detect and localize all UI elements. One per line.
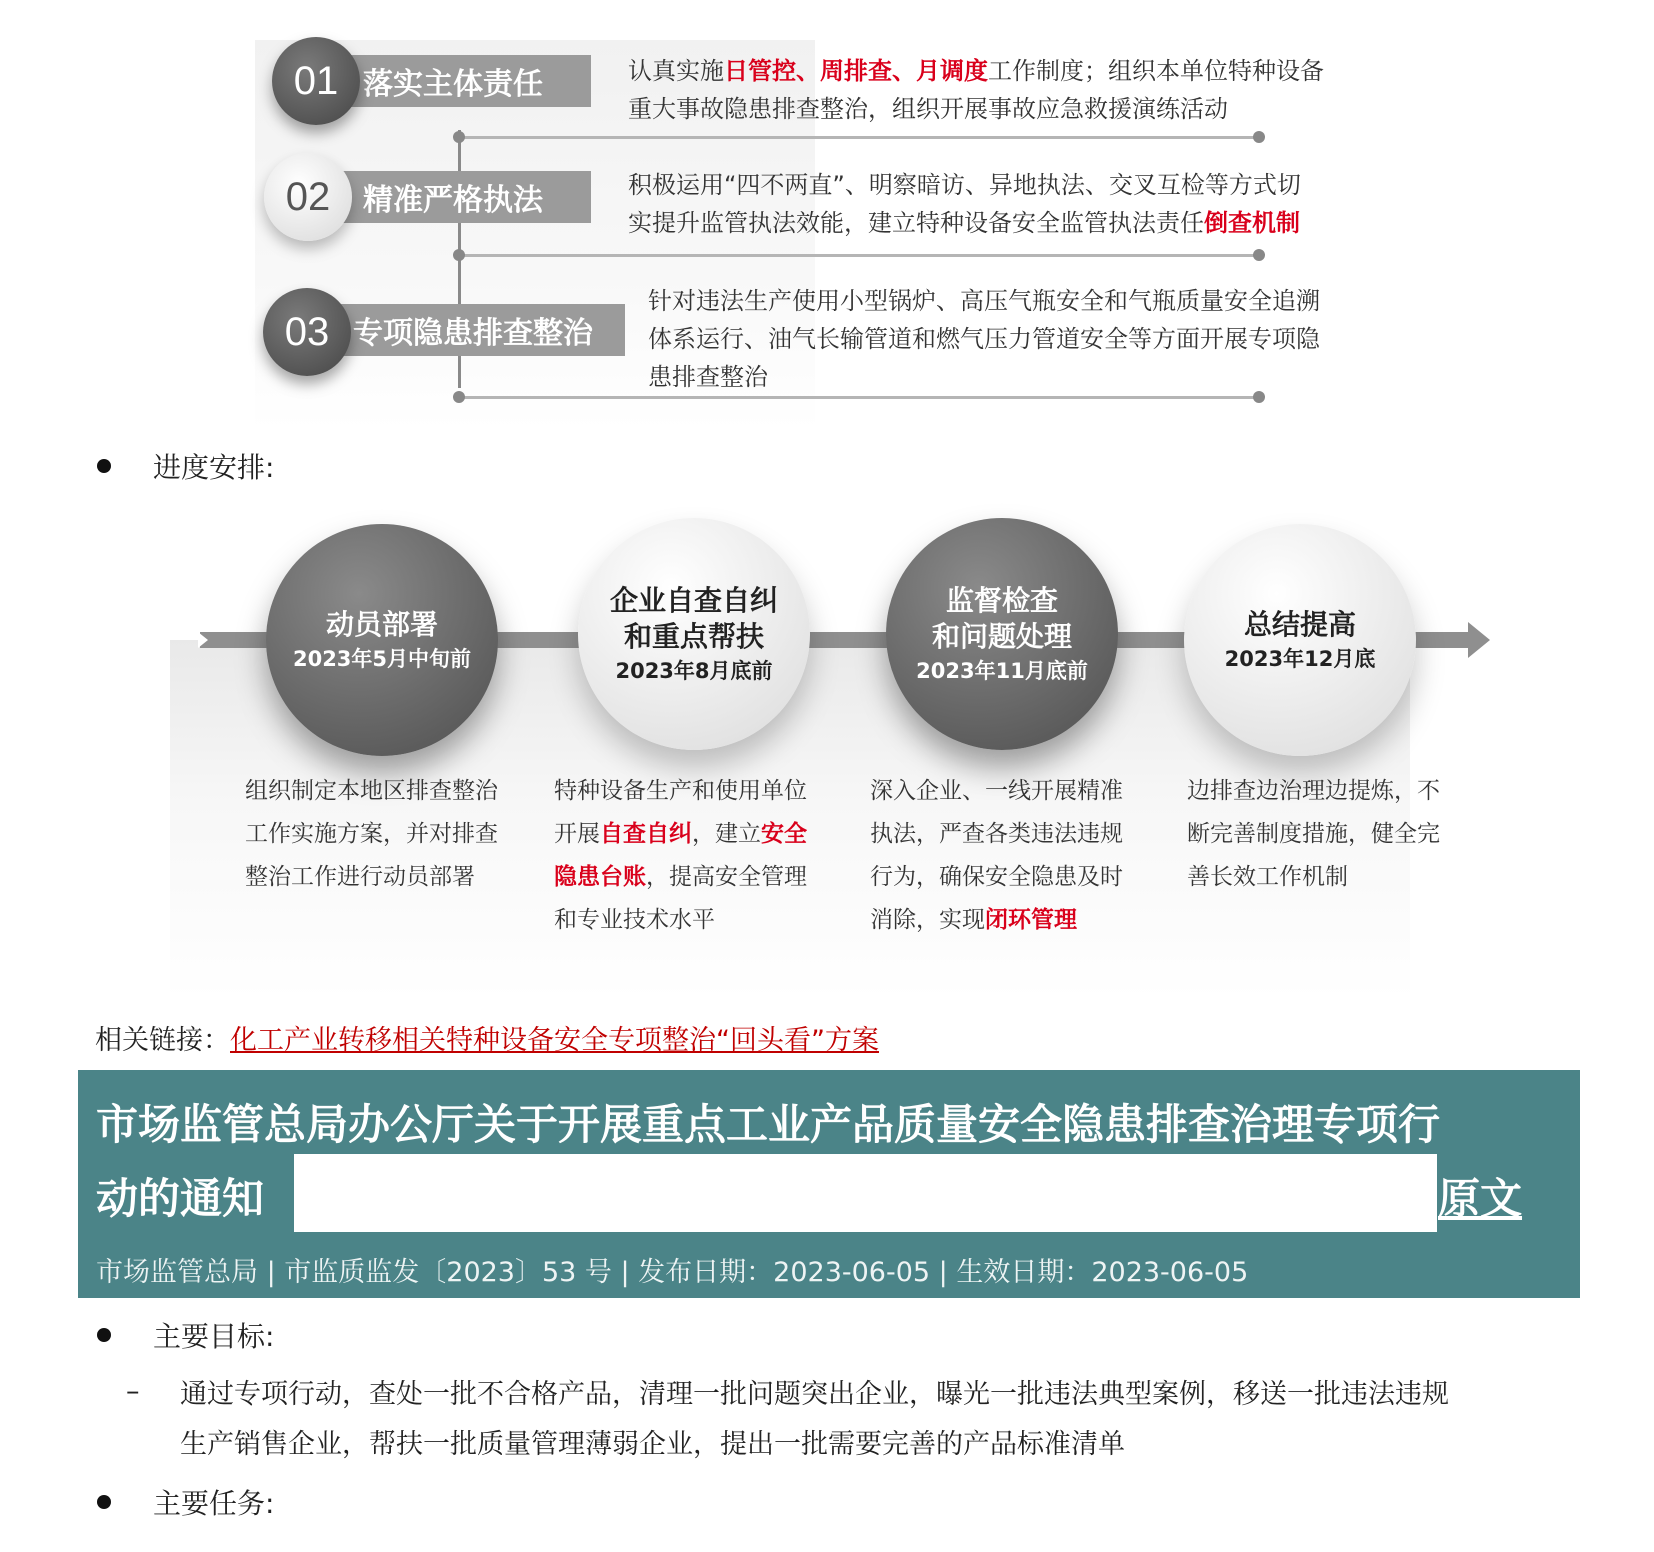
- item-description: 针对违法生产使用小型锅炉、高压气瓶安全和气瓶质量安全追溯 体系运行、油气长输管道和燃气压力管道安全等方面开展专项隐 患排查整治: [648, 287, 1320, 391]
- stage-name-line2: 和问题处理: [931, 620, 1072, 653]
- stage-date: 2023年12月底: [1224, 647, 1376, 671]
- item-label: 专项隐患排查整治: [319, 304, 625, 356]
- original-text-link[interactable]: 原文: [1438, 1174, 1523, 1223]
- timeline-arrow-head-icon: [1468, 622, 1490, 658]
- divider: [458, 396, 1258, 399]
- stage-circle-4: [1184, 524, 1416, 756]
- number-badge: 03: [263, 288, 351, 376]
- goal-text: 通过专项行动，查处一批不合格产品，清理一批问题突出企业，曝光一批违法典型案例，移送一批违法违规 生产销售企业，帮扶一批质量管理薄弱企业，提出一批需要完善的产品标准清单: [180, 1379, 1449, 1460]
- item-description: 认真实施日管控、周排查、月调度工作制度；组织本单位特种设备 重大事故隐患排查整治，组织开展事故应急救援演练活动: [628, 57, 1324, 123]
- related-link[interactable]: 化工产业转移相关特种设备安全专项整治“回头看”方案: [230, 1025, 879, 1056]
- stage-circle-3: [886, 518, 1118, 750]
- stage-circle-1: [266, 524, 498, 756]
- schedule-heading: 进度安排:: [97, 446, 274, 486]
- stage-name: 总结提高: [1243, 608, 1356, 641]
- notice-title-line2: 动的通知: [96, 1174, 265, 1223]
- divider: [458, 254, 1258, 257]
- stage-circle-2: [578, 518, 810, 750]
- redacted-area: [294, 1154, 1437, 1232]
- tasks-heading: 主要任务:: [97, 1482, 274, 1522]
- item-label: 落实主体责任: [329, 55, 591, 107]
- divider-dot: [1253, 391, 1265, 403]
- stage-description-4: 边排查边治理边提炼，不 断完善制度措施，健全完 善长效工作机制: [1187, 778, 1440, 890]
- stage-date: 2023年11月底前: [916, 659, 1088, 683]
- divider-dot: [453, 131, 465, 143]
- responsibility-infographic: [255, 30, 1405, 430]
- divider-dot: [1253, 131, 1265, 143]
- related-links: [95, 1018, 879, 1057]
- stage-name-line2: 和重点帮扶: [623, 620, 764, 653]
- stage-date: 2023年5月中旬前: [292, 647, 472, 671]
- stage-date: 2023年8月底前: [615, 659, 773, 683]
- timeline-arrow-tail: [198, 632, 208, 648]
- goal-dash: –: [126, 1376, 140, 1407]
- divider-dot: [453, 391, 465, 403]
- number-badge: 01: [272, 37, 360, 125]
- item-label: 精准严格执法: [329, 171, 591, 223]
- notice-title: 市场监管总局办公厅关于开展重点工业产品质量安全隐患排查治理专项行: [96, 1100, 1441, 1149]
- bullet-icon: [97, 1328, 111, 1342]
- stage-description-2: 特种设备生产和使用单位 开展自查自纠，建立安全 隐患台账，提高安全管理 和专业技术水平: [554, 778, 807, 933]
- bullet-icon: [97, 1495, 111, 1509]
- divider-dot: [453, 249, 465, 261]
- notice-meta: 市场监管总局 | 市监质监发〔2023〕53 号 | 发布日期：2023-06-05 | 生效日期：2023-06-05: [96, 1257, 1249, 1288]
- bullet-icon: [97, 459, 111, 473]
- stage-description-1: 组织制定本地区排查整治 工作实施方案，并对排查 整治工作进行动员部署: [245, 778, 498, 890]
- number-badge: 02: [264, 153, 352, 241]
- goals-heading: 主要目标:: [97, 1315, 274, 1355]
- item-description: 积极运用“四不两直”、明察暗访、异地执法、交叉互检等方式切 实提升监管执法效能，建立特种设备安全监管执法责任倒查机制: [628, 171, 1301, 237]
- divider: [458, 136, 1258, 139]
- stage-name: 监督检查: [945, 584, 1058, 617]
- stage-name: 企业自查自纠: [609, 584, 778, 617]
- related-label: 相关链接：: [95, 1025, 230, 1056]
- divider-dot: [1253, 249, 1265, 261]
- stage-name: 动员部署: [325, 608, 438, 641]
- notice-banner: [78, 1070, 1580, 1298]
- stage-description-3: 深入企业、一线开展精准 执法，严查各类违法违规 行为，确保安全隐患及时 消除，实现闭环管理: [870, 778, 1123, 933]
